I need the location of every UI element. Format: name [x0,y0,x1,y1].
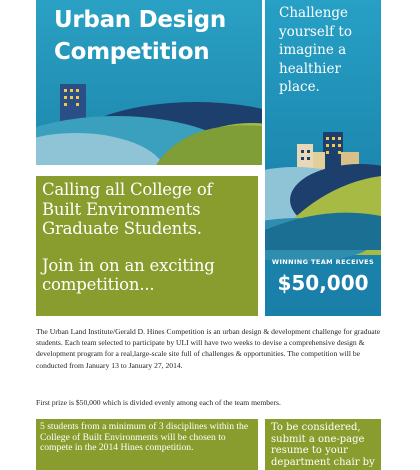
competition-description: The Urban Land Institute/Gerald D. Hines Competition is an urban design & development challenge for graduate students. Each team selected to participate by ULI will have two weeks to devise a comprehensive design & development program for a real,large-scale site full of challenges & opportunities. The competition will be conducted from January 13 to January 27, 2014. [36,327,381,370]
prize-description: First prize is $50,000 which is divided evenly among each of the team members. [36,398,281,407]
graduate-students-callout [36,176,258,316]
poster-tagline: Challenge yourself to imagine a healthier place. [279,5,352,95]
callout-subheading: Join in on an exciting competition... [42,255,215,294]
callout-heading: Calling all College of Built Environments Graduate Students. [42,180,213,238]
prize-label: WINNING TEAM RECEIVES [271,258,375,266]
eligibility-box: 5 students from a minimum of 3 disciplines within the College of Built Environments will be chosen to compete in the 2014 Hines competition. [36,419,258,470]
banner-title: Urban Design Competition [54,7,226,65]
competition-banner [36,0,262,165]
prize-poster [265,0,381,316]
prize-amount: $50,000 [277,271,369,295]
submission-box: To be considered, submit a one-page resume to your department chair by [265,419,381,470]
